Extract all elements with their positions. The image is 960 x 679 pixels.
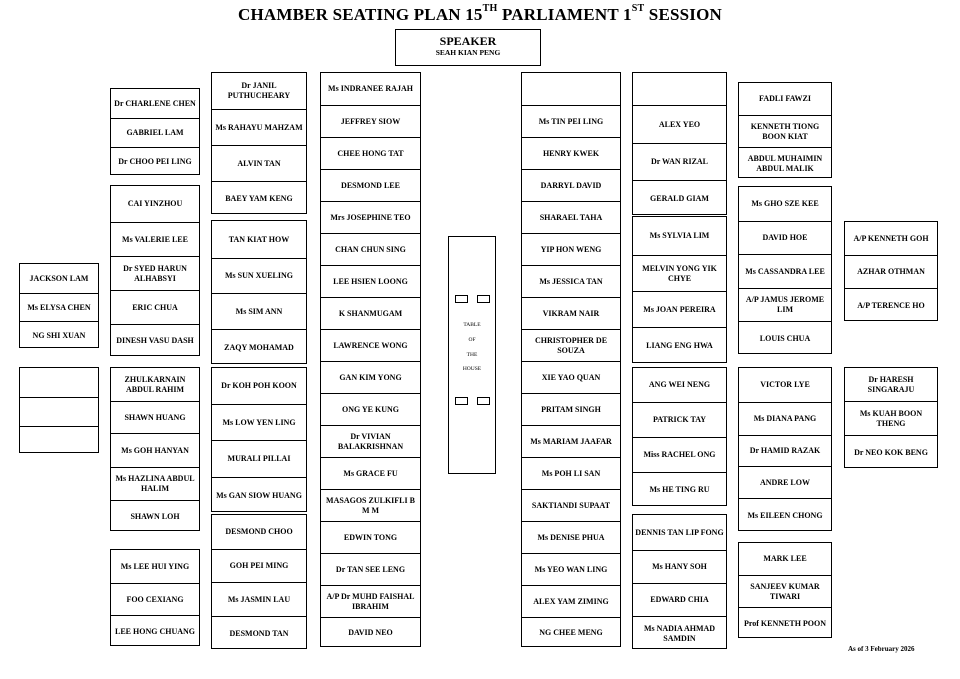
seat: Ms TIN PEI LING [522,105,620,137]
seat: HENRY KWEK [522,137,620,169]
seat: CHEE HONG TAT [321,137,420,169]
seat: CHAN CHUN SING [321,233,420,265]
seat: Ms DIANA PANG [739,402,831,435]
seat: CAI YINZHOU [127,199,183,208]
seat-block-left3-b [211,220,307,364]
seat: LEE HSIEN LOONG [321,265,420,297]
table-label: THE [466,352,478,358]
seat: Dr KOH POH KOON [221,381,297,390]
seat: ANDRE LOW [739,466,831,498]
seat: Ms SIM ANN [212,293,306,329]
page-title: CHAMBER SEATING PLAN 15TH PARLIAMENT 1ST SESSION [237,3,723,24]
seat-block-far-left-a [19,263,99,348]
seat: SANJEEV KUMAR TIWARI [739,575,831,607]
seat: NG SHI XUAN [20,321,98,349]
seat: TAN KIAT HOW [228,234,290,244]
seat-block-left3-a [211,72,307,214]
seat: BAEY YAM KENG [212,181,306,215]
seat: Ms MARIAM JAAFAR [522,425,620,457]
seat: ONG YE KUNG [321,393,420,425]
seat: GABRIEL LAM [111,118,199,147]
seat: MELVIN YONG YIK CHYE [633,255,726,291]
table-label: OF [468,337,476,343]
seat: VIKRAM NAIR [522,297,620,329]
seat: Ms SUN XUELING [212,258,306,293]
seat-block-right3-d [738,542,832,638]
seat: DESMOND CHOO [225,527,293,536]
table-of-the-house [448,236,496,474]
seat: LAWRENCE WONG [321,329,420,361]
seat: A/P TERENCE HO [845,288,937,322]
seat: GOH PEI MING [212,549,306,582]
seat: Ms SYLVIA LIM [649,231,710,240]
table-label: HOUSE [462,366,482,372]
seat-block-right2-d [632,514,727,649]
seat: ZAQY MOHAMAD [212,329,306,365]
seat: Mrs JOSEPHINE TEO [321,201,420,233]
seat: Dr VIVIAN BALAKRISHNAN [321,425,420,457]
seat: Ms ELYSA CHEN [20,293,98,321]
seat: YIP HON WENG [522,233,620,265]
seat: ZHULKARNAIN ABDUL RAHIM [124,374,186,394]
table-label: TABLE [463,322,481,328]
seat-block-front-left [320,72,421,647]
seat: MASAGOS ZULKIFLI B M M [321,489,420,521]
seat: Ms GHO SZE KEE [751,199,819,208]
seat-block-far-left-b [19,367,99,453]
seat: Dr SYED HARUN ALHABSYI [111,256,199,290]
seat: VICTOR LYE [760,380,810,389]
seat: SAKTIANDI SUPAAT [522,489,620,521]
seat: CHRISTOPHER DE SOUZA [522,329,620,361]
seat: PRITAM SINGH [522,393,620,425]
seat: FADLI FAWZI [759,94,811,103]
seat: EDWIN TONG [321,521,420,553]
seat: GAN KIM YONG [321,361,420,393]
seat: MURALI PILLAI [212,440,306,477]
seat [20,397,98,426]
seat: Ms CASSANDRA LEE [739,254,831,288]
seat: SHAWN HUANG [111,401,199,433]
seat: Ms KUAH BOON THENG [845,401,937,435]
seat: Dr HARESH SINGARAJU [867,374,915,394]
table-box [477,295,490,303]
seat: DAVID NEO [321,617,420,648]
seat: Ms POH LI SAN [522,457,620,489]
seat: FOO CEXIANG [111,583,199,615]
table-box [477,397,490,405]
seat: JEFFREY SIOW [321,105,420,137]
seat: DAVID HOE [739,221,831,254]
seat: Ms HAZLINA ABDUL HALIM [111,467,199,500]
seat [20,426,98,454]
speaker-role: SPEAKER [439,34,497,48]
seat-block-far-right-b [844,367,938,468]
seat: Dr TAN SEE LENG [321,553,420,585]
seat: SHAWN LOH [111,500,199,532]
seat: SHARAEL TAHA [522,201,620,233]
seat: ALEX YAM ZIMING [522,585,620,617]
seat-block-front-right [521,72,621,647]
seat-block-right3-a [738,82,832,178]
seat: MARK LEE [763,554,807,563]
seat: KENNETH TIONG BOON KIAT [739,115,831,147]
seat: Dr CHOO PEI LING [111,147,199,176]
seat: EDWARD CHIA [633,583,726,616]
seat: GERALD GIAM [633,180,726,216]
table-box [455,397,468,405]
seat: ERIC CHUA [111,290,199,324]
seat: DESMOND LEE [321,169,420,201]
seat: NG CHEE MENG [522,617,620,648]
seat: Ms VALERIE LEE [111,222,199,256]
seat-block-right3-c [738,367,832,531]
seat: Ms YEO WAN LING [522,553,620,585]
seat: Ms DENISE PHUA [522,521,620,553]
speaker-name: SEAH KIAN PENG [435,48,501,57]
seat: DARRYL DAVID [522,169,620,201]
seat: Ms GRACE FU [321,457,420,489]
seat-block-left3-d [211,514,307,649]
seat-block-right2-a [632,72,727,215]
seat-block-right2-b [632,216,727,363]
seat: Ms JASMIN LAU [212,582,306,616]
seat: ALVIN TAN [212,145,306,181]
seat: ALEX YEO [633,105,726,143]
seat: A/P KENNETH GOH [853,233,929,243]
seat: Ms GOH HANYAN [111,433,199,467]
seat: PATRICK TAY [633,402,726,437]
speaker-seat [395,29,541,66]
seat: Prof KENNETH POON [739,607,831,639]
seat: A/P Dr MUHD FAISHAL IBRAHIM [321,585,420,617]
seat: Dr CHARLENE CHEN [114,98,196,108]
seat-block-left2-a [110,88,200,175]
seat: Miss RACHEL ONG [633,437,726,472]
as-of-date: As of 3 February 2026 [848,645,915,653]
seat-block-left2-d [110,549,200,646]
seat: Ms RAHAYU MAHZAM [212,109,306,145]
seat: Ms LOW YEN LING [212,404,306,440]
seat: Ms HE TING RU [633,472,726,507]
seat-block-left3-c [211,367,307,512]
seat: Ms INDRANEE RAJAH [328,84,413,93]
seat: K SHANMUGAM [321,297,420,329]
seat-block-far-right-a [844,221,938,321]
seat: Ms JOAN PEREIRA [633,291,726,327]
seat: LIANG ENG HWA [633,327,726,364]
seat: DINESH VASU DASH [111,324,199,357]
seat: Dr HAMID RAZAK [739,435,831,466]
seat: Dr NEO KOK BENG [845,435,937,469]
seat-block-right2-c [632,367,727,506]
seat [522,73,620,105]
seat: DESMOND TAN [212,616,306,650]
seat: DENNIS TAN LIP FONG [635,527,724,537]
table-box [455,295,468,303]
seat: LEE HONG CHUANG [111,615,199,647]
seat-block-left2-b [110,185,200,356]
seat: ABDUL MUHAIMIN ABDUL MALIK [739,147,831,179]
seat: Dr JANIL PUTHUCHEARY [227,81,291,100]
seat: Ms NADIA AHMAD SAMDIN [633,616,726,650]
seat: Dr WAN RIZAL [633,143,726,180]
seat: LOUIS CHUA [739,321,831,355]
seat: Ms JESSICA TAN [522,265,620,297]
seat: Ms LEE HUI YING [120,561,190,571]
seat: Ms EILEEN CHONG [739,498,831,532]
seat [633,73,726,105]
seat-block-right3-b [738,186,832,354]
seat: Ms GAN SIOW HUANG [212,477,306,513]
seat: Ms HANY SOH [633,550,726,583]
seat [20,368,98,397]
seat: ANG WEI NENG [648,380,711,389]
seat: XIE YAO QUAN [522,361,620,393]
seat: AZHAR OTHMAN [845,255,937,288]
seat-block-left2-c [110,367,200,531]
seat: JACKSON LAM [29,273,89,283]
seat: A/P JAMUS JEROME LIM [739,288,831,321]
